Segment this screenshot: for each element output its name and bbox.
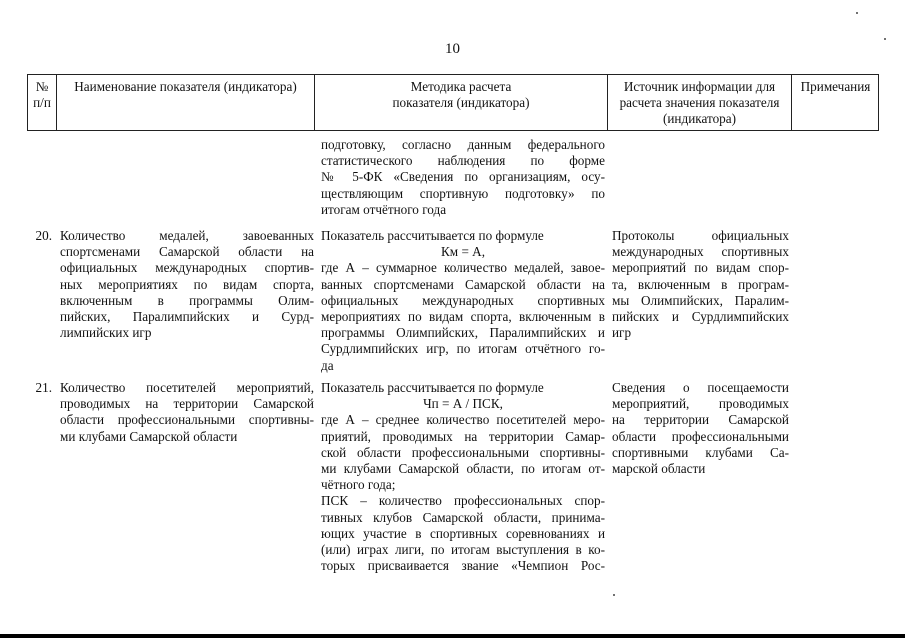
- row-number: 20.: [35, 228, 52, 243]
- text-line: Протоколы официальных: [612, 228, 789, 243]
- header-line: п/п: [33, 95, 51, 110]
- text-line: тивных клубов Самарской области, принима-: [321, 509, 605, 525]
- text-line: пийских и Сурдлимпийских: [612, 309, 789, 325]
- row-21-indicator-name: [60, 380, 314, 445]
- text-line: подготовку, согласно данным федерального: [321, 137, 605, 152]
- text-line: спортсменами Самарской области на: [60, 244, 314, 260]
- text-line: Количество медалей, завоеванных: [60, 228, 314, 243]
- row-20-source: [612, 228, 789, 341]
- header-line: Примечания: [800, 79, 871, 94]
- text-line: мероприятий по видам спор-: [612, 260, 789, 276]
- scan-bottom-edge: [0, 634, 905, 638]
- text-line: ных мероприятиях по видам спорта,: [60, 276, 314, 292]
- text-line: та, включенным в програм-: [612, 276, 789, 292]
- text-line: (или) играх лиги, по итогам выступления в ко-: [321, 542, 605, 558]
- header-source: [608, 79, 791, 127]
- text-line: Сурдлимпийских игр, по итогам отчётного го-: [321, 341, 605, 357]
- text-line: торых присваивается звание «Чемпион Рос-: [321, 558, 605, 574]
- text-line: спортивными клубами Са-: [612, 444, 789, 460]
- formula: Км = А,: [441, 244, 485, 260]
- text-line: ми клубами Самарской области, по итогам от-: [321, 461, 605, 477]
- header-line: Наименование показателя (индикатора): [74, 79, 297, 94]
- text-line: ющих участие в спортивных соревнованиях и: [321, 525, 605, 541]
- text-line: ской области профессиональными спортивны-: [321, 444, 605, 460]
- header-number: [28, 79, 56, 111]
- text-line: проводимых на территории Самарской: [60, 396, 314, 412]
- text-line: ПСК – количество профессиональных спор-: [321, 493, 605, 509]
- text-line: ществляющим спортивную подготовку» по: [321, 185, 605, 201]
- text-line: Показатель рассчитывается по формуле: [321, 380, 544, 395]
- text-line: Количество посетителей мероприятий,: [60, 380, 314, 395]
- text-line: программы Олимпийских, Паралимпийских и: [321, 325, 605, 341]
- header-line: Источник информации для: [623, 79, 776, 94]
- formula: Чп = А / ПСК,: [423, 396, 503, 412]
- text-line: где А – среднее количество посетителей меро-: [321, 412, 605, 428]
- header-line: расчета значения показателя: [619, 95, 780, 110]
- text-line: ми клубами Самарской области: [60, 428, 238, 444]
- text-line: ванных спортсменами Самарской области на: [321, 276, 605, 292]
- scan-speck: [856, 12, 858, 14]
- text-line: да: [321, 357, 334, 373]
- header-line: показателя (индикатора): [392, 95, 530, 110]
- header-line: (индикатора): [662, 111, 736, 126]
- row-number: 21.: [35, 380, 52, 395]
- text-line: приятий, проводимых на территории Самар-: [321, 428, 605, 444]
- header-line: №: [35, 79, 49, 94]
- text-line: чётного года;: [321, 477, 396, 493]
- scan-speck: [884, 38, 886, 40]
- text-line: где А – суммарное количество медалей, завое-: [321, 260, 605, 276]
- scan-speck: [613, 594, 615, 596]
- text-line: пийских, Паралимпийских и Сурд-: [60, 309, 314, 325]
- text-line: марской области: [612, 461, 706, 477]
- text-line: на территории Самарской: [612, 412, 789, 428]
- header-indicator-name: [57, 79, 314, 95]
- row-20-indicator-name: [60, 228, 314, 341]
- row-21-method: [321, 380, 605, 574]
- row-21-source: [612, 380, 789, 477]
- text-line: включенным в программы Олим-: [60, 292, 314, 308]
- header-method: [315, 79, 607, 111]
- header-notes: [792, 79, 879, 95]
- text-line: № 5-ФК «Сведения по организациям, осу-: [321, 169, 605, 185]
- row-20-method: [321, 228, 605, 374]
- text-line: мероприятиях по видам спорта, включенным в: [321, 309, 605, 325]
- text-line: итогам отчётного года: [321, 201, 447, 217]
- text-line: официальных международных спортивных: [321, 292, 605, 308]
- text-line: Сведения о посещаемости: [612, 380, 789, 395]
- text-line: статистического наблюдения по форме: [321, 153, 605, 169]
- text-line: официальных международных спортив-: [60, 260, 314, 276]
- text-line: мероприятий, проводимых: [612, 396, 789, 412]
- text-line: области профессиональными: [612, 428, 789, 444]
- page-number: 10: [445, 41, 460, 57]
- text-line: международных спортивных: [612, 244, 789, 260]
- text-line: мы Олимпийских, Паралим-: [612, 292, 789, 308]
- text-line: игр: [612, 325, 632, 341]
- text-line: Показатель рассчитывается по формуле: [321, 228, 544, 243]
- continuation-method: [321, 137, 605, 218]
- text-line: лимпийских игр: [60, 325, 152, 341]
- header-line: Методика расчета: [410, 79, 512, 94]
- text-line: области профессиональными спортивны-: [60, 412, 314, 428]
